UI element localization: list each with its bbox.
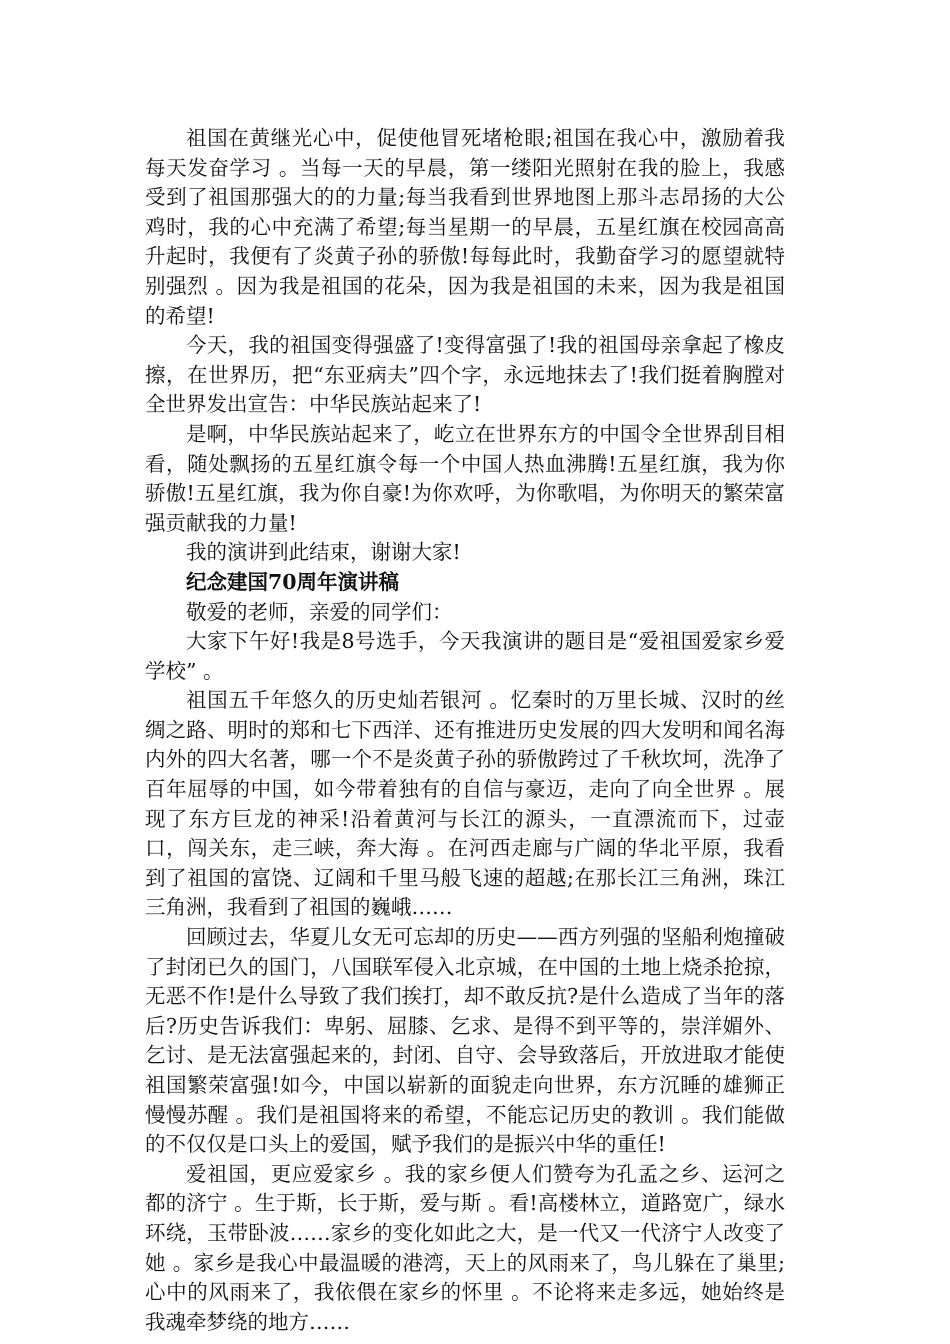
paragraph: 祖国五千年悠久的历史灿若银河 。忆秦时的万里长城、汉时的丝绸之路、明时的郑和七下西洋、还有推进历史发展的四大发明和闻名海内外的四大名著，哪一个不是炎黄子孙的骄傲跨过了千秋坎坷，洗净了百年屈辱的中国，如今带着独有的自信与豪迈，走向了向全世界 。展现了东方巨龙的神采!沿着黄河与长江的源头，一直漂流而下，过壶口，闯关东，走三峡，奔大海 。在河西走廊与广阔的华北平原，我看到了祖国的富饶、辽阔和千里马般飞速的超越;在那长江三角洲，珠江三角洲，我看到了祖国的巍峨…… <box>145 688 785 920</box>
paragraph: 大家下午好!我是8号选手，今天我演讲的题目是“爱祖国爱家乡爱学校” 。 <box>145 629 785 683</box>
document-page <box>145 124 785 1337</box>
section-heading: 纪念建国70周年演讲稿 <box>186 569 400 594</box>
paragraph: 今天，我的祖国变得强盛了!变得富强了!我的祖国母亲拿起了橡皮擦，在世界历，把“东亚病夫”四个字，永远地抹去了!我们挺着胸膛对全世界发出宣告：中华民族站起来了! <box>145 333 785 417</box>
paragraph: 祖国在黄继光心中，促使他冒死堵枪眼;祖国在我心中，激励着我每天发奋学习 。当每一天的早晨，第一缕阳光照射在我的脸上，我感受到了祖国那强大的的力量;每当我看到世界地图上那斗志昂扬的大公鸡时，我的心中充满了希望;每当星期一的早晨，五星红旗在校园高高升起时，我便有了炎黄子孙的骄傲!每每此时，我勤奋学习的愿望就特别强烈 。因为我是祖国的花朵，因为我是祖国的未来，因为我是祖国的希望! <box>145 126 785 328</box>
paragraph: 是啊，中华民族站起来了，屹立在世界东方的中国令全世界刮目相看，随处飘扬的五星红旗令每一个中国人热血沸腾!五星红旗，我为你骄傲!五星红旗，我为你自豪!为你欢呼，为你歌唱，为你明天的繁荣富强贡献我的力量! <box>145 421 785 535</box>
paragraph: 我的演讲到此结束，谢谢大家! <box>186 540 461 565</box>
paragraph: 爱祖国，更应爱家乡 。我的家乡便人们赞夸为孔孟之乡、运河之都的济宁 。生于斯，长于斯，爱与斯 。看!高楼林立，道路宽广，绿水环绕，玉带卧波……家乡的变化如此之大，是一代又一代济宁人改变了她 。家乡是我心中最温暖的港湾，天上的风雨来了，鸟儿躲在了巢里;心中的风雨来了，我依偎在家乡的怀里 。不论将来走多远，她始终是我魂牵梦绕的地方…… <box>145 1161 785 1334</box>
salutation: 敬爱的老师，亲爱的同学们： <box>186 599 453 624</box>
paragraph: 回顾过去，华夏儿女无可忘却的历史——西方列强的坚船利炮撞破了封闭已久的国门，八国联军侵入北京城，在中国的土地上烧杀抢掠，无恶不作!是什么导致了我们挨打，却不敢反抗?是什么造成了当年的落后?历史告诉我们：卑躬、屈膝、乞求、是得不到平等的，崇洋媚外、乞讨、是无法富强起来的，封闭、自守、会导致落后，开放进取才能使祖国繁荣富强!如今，中国以崭新的面貌走向世界，东方沉睡的雄狮正慢慢苏醒 。我们是祖国将来的希望，不能忘记历史的教训 。我们能做的不仅仅是口头上的爱国，赋予我们的是振兴中华的重任! <box>145 925 785 1157</box>
